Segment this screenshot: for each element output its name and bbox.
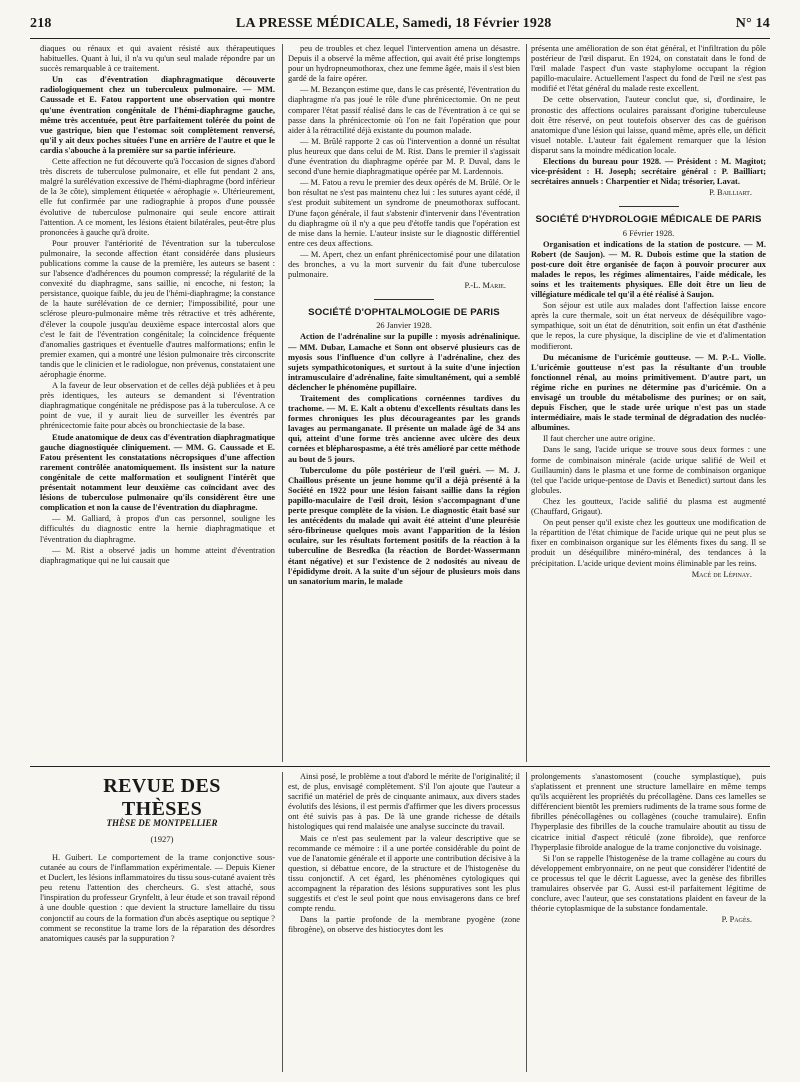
section-rule: [374, 299, 434, 300]
paragraph: — M. Galliard, à propos d'un cas personnel, souligne les difficultés du diagnostic entre la hernie diaphragmatique et l'éventration du diaphragme.: [40, 514, 275, 544]
section-rule: [30, 766, 770, 767]
paragraph: Traitement des complications cornéennes tardives du trachome. — M. E. Kalt a obtenu d'excellents résultats dans les formes chroniques les plus décourageantes par les grands lavages au permanganate. Il présente un malade âgé de 34 ans qui, atteint d'une forme très ancienne avec ulcère des deux cornées et blépharospasme, a été très amélioré par cette méthode au bout de 5 jours.: [288, 394, 520, 464]
issue-number: N° 14: [735, 16, 770, 31]
column-3: [531, 44, 766, 764]
paragraph: Cette affection ne fut découverte qu'à l'occasion de signes d'abord très discrets de tuberculose pulmonaire, et elle fut pendant 2 ans, malgré la surélévation excessive de l'hémi-diaphragme (bord inférieur de la 3e côte), simplement étiquetée « aérophagie ». Ultérieurement, elle fut confirmée par une radiographie à propos d'une poussée évolutive de tuberculose pulmonaire qui seule encore attirait l'attention. A ce moment, les lésions étaient bilatérales, peut-être plus prononcées à gauche qu'à droite.: [40, 157, 275, 237]
section-title: REVUE DES THÈSES: [103, 775, 221, 820]
paragraph: Tuberculome du pôle postérieur de l'œil guéri. — M. J. Chaillous présente un jeune homme qu'il a déjà présenté à la Société en 1922 pour une lésion faisant saillie dans la région papillo-maculaire de l'œil droit, lésion s'accompagnant d'une perte presque complète de la vision. Le diagnostic était basé sur les antécédents du malade qui avait été atteint d'une pleurésie séro-fibrineuse quelques mois avant l'apparition de la lésion oculaire, sur les résultats fortement positifs de la réaction à la tuberculine de Besredka (la réaction de Bordet-Wassermann étant négative) et sur l'existence de 2 nodosités au niveau de l'épididyme droit. A la suite d'un séjour de plusieurs mois dans un sanatorium marin, le malade: [288, 465, 520, 586]
column-divider: [282, 772, 283, 1072]
paragraph: peu de troubles et chez lequel l'intervention amena un désastre. Depuis il a observé la même affection, qui avait été prise longtemps pour un hydropneumothorax, chez une femme âgée, mais il s'est bien gardé de la faire opérer.: [288, 44, 520, 84]
thesis-year: (1927): [150, 834, 174, 844]
bottom-column-3: [531, 772, 766, 1072]
paragraph: Ainsi posé, le problème a tout d'abord le mérite de l'originalité; il est, de plus, envisagé complètement. S'il l'on ajoute que l'auteur a sacrifié un matériel de près de cinquante animaux, aux divers stades évolutifs des lésions, il est permis d'affirmer que les divers processus ont été suivis pas à pas. De là une grande richesse de détails histologiques qui rend malaisée une analyse succincte du travail.: [288, 772, 520, 832]
society-title: SOCIÉTÉ D'OPHTALMOLOGIE DE PARIS: [308, 307, 500, 319]
column-1: [40, 44, 275, 764]
meeting-date: 6 Février 1928.: [622, 228, 675, 238]
paragraph: Il faut chercher une autre origine.: [543, 434, 656, 444]
paragraph: diaques ou rénaux et qui avaient résisté aux thérapeutiques habituelles. Quant à lui, il n'a vu qu'un seul malade répondre par un succès remarquable à ce traitement.: [40, 44, 275, 74]
signature: P.-L. Marie.: [464, 281, 506, 291]
paragraph: A la faveur de leur observation et de celles déjà publiées et à peu près identiques, les auteurs se demandent si l'éventration diaphragmatique congénitale ne prédispose pas à la tuberculose. A ce point de vue, il y aurait lieu de surveiller les éventrés par phrénicectomie faite pour abcès ou bronchiectasie de la base.: [40, 381, 275, 431]
paragraph: Elections du bureau pour 1928. — Président : M. Magitot; vice-président : H. Joseph; secrétaire général : P. Bailliart; secrétaires annuels : Charpentier et Nida; trésorier, Lavat.: [531, 157, 766, 187]
signature: P. Pagès.: [721, 915, 752, 925]
column-divider: [526, 772, 527, 1072]
paragraph: Son séjour est utile aux malades dont l'affection laisse encore après la cure thermale, soit un état nerveux de déséquilibre vago-sympathique, soit un état de dénutrition, soit enfin un état d'asthénie que le repos, la cure physique, la discipline de vie et d'alimentation modifieront.: [531, 301, 766, 351]
paragraph: Mais ce n'est pas seulement par la valeur descriptive que se recommande ce mémoire : il a une portée considérable du point de vue de l'anatomie générale et il apporte une contribution décisive à la question, si débattue encore, de la structure et de l'histogenèse du tissu conjonctif. A cet égard, les phénomènes cytologiques qui accompagnent la réparation des lésions suppuratives sont les plus suggestifs et c'est le seul point que nous envisagerons dans ce bref compte rendu.: [288, 833, 520, 914]
signature: Macé de Lépinay.: [691, 569, 752, 579]
paragraph: présenta une amélioration de son état général, et l'infiltration du pôle postérieur de l'œil disparut. En 1924, on constatait dans le fond de l'œil malade l'aspect d'un vaste staphylome occupant la région papillo-maculaire. Actuellement l'aspect du fond de l'œil ne s'est pas modifié et l'état général du malade reste excellent.: [531, 44, 766, 94]
paragraph: — M. Apert, chez un enfant phrénicectomisé pour une dilatation des bronches, a vu la mort survenir du fait d'une tuberculose pulmonaire.: [288, 249, 520, 280]
paragraph: — M. Rist a observé jadis un homme atteint d'éventration diaphragmatique qui ne lui causait que: [40, 545, 275, 565]
column-divider: [526, 44, 527, 762]
paragraph: — M. Bezançon estime que, dans le cas présenté, l'éventration du diaphragme n'a pas joué le rôle d'une phrénicectomie. On ne peut comparer l'état passif réalisé dans le cas de l'éventration à ce qui se passe dans la phrénicectomie où l'on ne fait l'opération que pour aider à la rétractilité déjà existante du poumon malade.: [288, 85, 520, 135]
paragraph: Dans la partie profonde de la membrane pyogène (zone fibrogène), on observe des histiocytes dont les: [288, 915, 520, 935]
paragraph: Pour prouver l'antériorité de l'éventration sur la tuberculose pulmonaire, la seconde affection étant considérée dans plusieurs publications comme la cause de la première, les auteurs se basent : sur l'absence d'adhérences du poumon compressé; la régularité de la convexité du diaphragme, sans saillie, ni encoche, ni feston; la persistance, quoique faible, du jeu de l'hémi-diaphragme; la constance de la haute surélévation de ce dernier; l'impossibilité, pour une sclérose pleuro-pulmonaire même très rétractive et très adhérente, d'élever la coupole jusqu'au deuxième espace intercostal alors que c'est le fait de l'éventration congénitale; la coïncidence fréquente d'anomalies gastriques et éventuelle d'autres malformations; enfin le premier examen, qui a montré une lésion pulmonaire très circonscrite tandis que le clinicien et le radiologue, non prévenus, constataient une aérophagie énorme.: [40, 238, 275, 379]
thesis-subtitle: THÈSE DE MONTPELLIER: [106, 818, 218, 828]
paragraph: — M. Fatou a revu le premier des deux opérés de M. Brûlé. Or le bon résultat ne s'est pas maintenu chez lui : les sutures ayant cédé, il s'est produit subitement un syndrome de pneumothorax suffocant. D'une façon générale, il faut s'abstenir d'intervenir dans l'éventration du diaphragme où il n'y a que peu d'étoffe tandis que l'opération est de mise dans la hernie. L'auteur insiste sur le diagnostic différentiel entre ces deux affections.: [288, 178, 520, 248]
paragraph: Etude anatomique de deux cas d'éventration diaphragmatique gauche diagnostiquée cliniquement. — MM. G. Caussade et E. Fatou présentent les constatations nécropsiques d'une affection rarement contrôlée anatomiquement. Ils insistent sur la nature congénitale de cette malformation et soulignent l'intérêt que présentait notamment leur deuxième cas coïncidant avec des lésions de tuberculose pulmonaire qu'ils considèrent être une complication et non la cause de l'éventration du diaphragme.: [40, 432, 275, 513]
column-2: [288, 44, 520, 764]
journal-title: LA PRESSE MÉDICALE, Samedi, 18 Février 1928: [235, 16, 552, 31]
paragraph: prolongements s'anastomosent (couche symplastique), puis s'aplatissent et prennent une structure lamellaire en même temps qu'ils acquièrent les propriétés du précollagène. Dans ces lamelles se différencient bientôt les premiers rudiments de la trame sous forme de fibrilles pénécollagènes ou collagènes (couche tramulaire). Enfin l'hyperplasie des fibrilles de la couche tramulaire aboutit au tissu de cicatrice initial d'aspect réticulé (zone fibroïde), que renforce l'hyperplasie fibroïde analogue de la trame conjonctive du voisinage.: [531, 772, 766, 852]
paragraph: Un cas d'éventration diaphragmatique découverte radiologiquement chez un tuberculeux pulmonaire. — MM. Caussade et E. Fatou rapportent une observation qui montre qu'une éventration congénitale de l'hémi-diaphragme gauche, même très accentuée, peut être parfaitement tolérée du point de vue gastrique, bien que l'estomac soit complètement renversé, qu'il y ait deux poches situées l'une en arrière de l'autre et que le cardia s'abouche à la première sur sa partie inférieure.: [40, 75, 275, 155]
signature: P. Bailliart.: [709, 188, 752, 198]
society-title: SOCIÉTÉ D'HYDROLOGIE MÉDICALE DE PARIS: [535, 214, 762, 226]
paragraph: Action de l'adrénaline sur la pupille : myosis adrénalinique. — MM. Dubar, Lamache et Sonn ont observé plusieurs cas de myosis sous l'influence d'un collyre à l'adrénaline, chez des sujets sympathicotoniques, et surtout à la suite d'une injection intramusculaire d'adrénaline, faite simultanément, qui a semblé déclencher le phénomène pupillaire.: [288, 332, 520, 392]
header-rule: [30, 38, 770, 39]
page-number: 218: [30, 16, 52, 31]
paragraph: De cette observation, l'auteur conclut que, si, d'ordinaire, le pronostic des affections oculaires paraissant d'origine tuberculeuse doit être réservé, on peut toutefois observer des cas de guérison anatomique d'une lésion qui laisse, quand même, après elle, un déficit visuel notable. L'auteur fait également remarquer que la lésion disparut sans la moindre médication locale.: [531, 95, 766, 155]
paragraph: — M. Brûlé rapporte 2 cas où l'intervention a donné un résultat plus heureux que dans celui de M. Rist. Dans le premier il s'agissait d'une éventration du diaphragme opérée par M. P. Duval, dans le second d'une hernie diaphragmatique opérée par M. Lardennois.: [288, 136, 520, 177]
bottom-column-1: [40, 853, 275, 1053]
column-divider: [282, 44, 283, 762]
section-rule: [619, 206, 679, 207]
paragraph: Du mécanisme de l'uricémie goutteuse. — M. P.-L. Violle. L'uricémie goutteuse n'est pas la résultante d'un trouble fonctionnel rénal, au moins primitivement. D'autre part, un régime riche en purines ne détermine pas d'uricémie. On a envisagé un trouble du métabolisme des purines; or on sait, depuis Fischer, que le stade urée urique n'est pas un stade intermédiaire, mais le stade terminal de dégradation des nucléo-albumines.: [531, 352, 766, 433]
page-header: [30, 16, 770, 38]
paragraph: Organisation et indications de la station de postcure. — M. Robert (de Saujon). — M. R. Dubois estime que la station de post-cure doit être organisée de façon à pouvoir procurer aux malades le repos, les régimes alimentaires, l'aide médicale, les soins et les traitements physiques. Elle doit être un lieu de villégiature médicale tel qu'il a été réalisé à Saujon.: [531, 239, 766, 300]
paragraph: Dans le sang, l'acide urique se trouve sous deux formes : une forme de combinaison minérale (acide urique salifié de Weil et Guillaumin) dans le plasma et une forme de combinaison organique (tel que l'acide urique-pentose de Davis et Benedict) surtout dans les globules.: [531, 445, 766, 495]
paragraph: Si l'on se rappelle l'histogenèse de la trame collagène au cours du développement embryonnaire, on ne peut que considérer l'identité de ce processus tel que le décrit Laguesse, avec la genèse des fibrilles tramulaires observée par G. Aussi est-il parfaitement légitime de conclure, avec l'auteur, que ses constatations plaident en faveur de la théorie cytoplasmique de la substance fondamentale.: [531, 853, 766, 914]
paragraph: Chez les goutteux, l'acide salifié du plasma est augmenté (Chauffard, Grigaut).: [531, 496, 766, 517]
paragraph: On peut penser qu'il existe chez les goutteux une modification de la répartition de l'état chimique de l'acide urique qui ne peut plus se fixer en combinaison organique sur les éléments fixes du sang. Il se produit un déséquilibre minéro-minéral, des tendances à la précipitation. L'acide urique devient moins éliminable par les reins.: [531, 518, 766, 568]
bottom-column-2: [288, 772, 520, 1072]
meeting-date: 26 Janvier 1928.: [376, 321, 432, 331]
paragraph: H. Guibert. Le comportement de la trame conjonctive sous-cutanée au cours de l'inflammation expérimentale. — Depuis Kiener et Duclert, les lésions inflammatoires du tissu sous-cutané avaient très peu retenu l'attention des chercheurs. G. s'est attaché, sous l'inspiration du professeur Grynfeltt, à leur étude et son travail répond à une double question : que devient la structure lamellaire du tissu conjonctif au cours de la formation d'un abcès aseptique ou septique ? comment se reconstitue la trame lors de la réparation des désordres anatomiques causés par la suppuration ?: [40, 853, 275, 943]
